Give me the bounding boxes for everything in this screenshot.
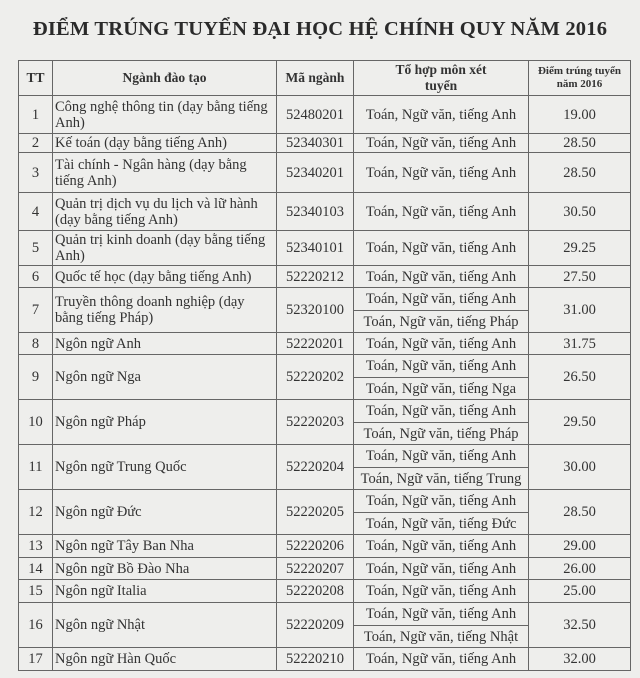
row-combo: Toán, Ngữ văn, tiếng Anh: [354, 153, 529, 193]
row-combo: Toán, Ngữ văn, tiếng Pháp: [354, 311, 529, 333]
row-score: 19.00: [529, 96, 631, 134]
table-row: [19, 490, 631, 513]
row-code: 52340103: [277, 193, 354, 231]
row-score: 28.50: [529, 153, 631, 193]
row-tt: 6: [19, 266, 53, 288]
header-row: [19, 61, 631, 96]
row-tt: 5: [19, 231, 53, 266]
table-row: [19, 193, 631, 231]
header-code: Mã ngành: [277, 61, 354, 96]
row-major: Ngôn ngữ Tây Ban Nha: [53, 535, 277, 558]
row-major: Ngôn ngữ Pháp: [53, 400, 277, 445]
header-combo: Tổ hợp môn xét tuyển: [354, 61, 529, 96]
row-tt: 9: [19, 355, 53, 400]
row-tt: 12: [19, 490, 53, 535]
row-score: 29.50: [529, 400, 631, 445]
row-score: 30.00: [529, 445, 631, 490]
row-score: 29.25: [529, 231, 631, 266]
row-tt: 17: [19, 648, 53, 671]
row-combo: Toán, Ngữ văn, tiếng Anh: [354, 648, 529, 671]
row-major: Truyền thông doanh nghiệp (dạy bằng tiếng Pháp): [53, 288, 277, 333]
row-combo: Toán, Ngữ văn, tiếng Anh: [354, 490, 529, 513]
row-major: Ngôn ngữ Đức: [53, 490, 277, 535]
row-code: 52340301: [277, 134, 354, 153]
admission-scores-table: [18, 60, 631, 671]
row-combo: Toán, Ngữ văn, tiếng Anh: [354, 355, 529, 378]
row-combo: Toán, Ngữ văn, tiếng Anh: [354, 134, 529, 153]
row-combo: Toán, Ngữ văn, tiếng Nhật: [354, 626, 529, 648]
row-code: 52220205: [277, 490, 354, 535]
row-score: 26.50: [529, 355, 631, 400]
row-code: 52480201: [277, 96, 354, 134]
row-tt: 3: [19, 153, 53, 193]
row-score: 25.00: [529, 580, 631, 603]
row-code: 52220210: [277, 648, 354, 671]
row-tt: 15: [19, 580, 53, 603]
row-combo: Toán, Ngữ văn, tiếng Anh: [354, 288, 529, 311]
row-code: 52340101: [277, 231, 354, 266]
table-row: [19, 153, 631, 193]
row-major: Ngôn ngữ Trung Quốc: [53, 445, 277, 490]
row-combo: Toán, Ngữ văn, tiếng Anh: [354, 231, 529, 266]
table-row: [19, 580, 631, 603]
row-score: 31.00: [529, 288, 631, 333]
table-row: [19, 400, 631, 423]
row-code: 52220203: [277, 400, 354, 445]
row-score: 30.50: [529, 193, 631, 231]
row-score: 32.50: [529, 603, 631, 648]
header-score: Điểm trúng tuyển năm 2016: [529, 61, 631, 96]
header-tt: TT: [19, 61, 53, 96]
page-title: ĐIỂM TRÚNG TUYỂN ĐẠI HỌC HỆ CHÍNH QUY NĂM 2016: [32, 18, 608, 40]
row-score: 31.75: [529, 333, 631, 355]
row-combo: Toán, Ngữ văn, tiếng Trung: [354, 468, 529, 490]
row-combo: Toán, Ngữ văn, tiếng Anh: [354, 266, 529, 288]
row-score: 29.00: [529, 535, 631, 558]
row-major: Ngôn ngữ Italia: [53, 580, 277, 603]
row-major: Tài chính - Ngân hàng (dạy bằng tiếng Anh): [53, 153, 277, 193]
row-code: 52320100: [277, 288, 354, 333]
row-major: Công nghệ thông tin (dạy bằng tiếng Anh): [53, 96, 277, 134]
row-score: 28.50: [529, 134, 631, 153]
table-row: [19, 231, 631, 266]
row-combo: Toán, Ngữ văn, tiếng Anh: [354, 96, 529, 134]
row-tt: 11: [19, 445, 53, 490]
row-score: 32.00: [529, 648, 631, 671]
row-major: Ngôn ngữ Nga: [53, 355, 277, 400]
row-major: Ngôn ngữ Anh: [53, 333, 277, 355]
header-major: Ngành đào tạo: [53, 61, 277, 96]
row-combo: Toán, Ngữ văn, tiếng Anh: [354, 603, 529, 626]
row-tt: 8: [19, 333, 53, 355]
row-major: Ngôn ngữ Hàn Quốc: [53, 648, 277, 671]
row-tt: 14: [19, 558, 53, 580]
row-code: 52340201: [277, 153, 354, 193]
row-code: 52220209: [277, 603, 354, 648]
row-code: 52220201: [277, 333, 354, 355]
row-code: 52220207: [277, 558, 354, 580]
row-code: 52220204: [277, 445, 354, 490]
table-row: [19, 535, 631, 558]
row-tt: 16: [19, 603, 53, 648]
row-tt: 2: [19, 134, 53, 153]
table-row: [19, 266, 631, 288]
row-tt: 7: [19, 288, 53, 333]
row-tt: 1: [19, 96, 53, 134]
row-combo: Toán, Ngữ văn, tiếng Anh: [354, 580, 529, 603]
table-row: [19, 603, 631, 626]
table-row: [19, 288, 631, 311]
row-tt: 13: [19, 535, 53, 558]
table-row: [19, 355, 631, 378]
row-combo: Toán, Ngữ văn, tiếng Đức: [354, 513, 529, 535]
row-major: Quốc tế học (dạy bằng tiếng Anh): [53, 266, 277, 288]
table-row: [19, 558, 631, 580]
table-row: [19, 333, 631, 355]
row-combo: Toán, Ngữ văn, tiếng Anh: [354, 535, 529, 558]
row-code: 52220212: [277, 266, 354, 288]
row-score: 28.50: [529, 490, 631, 535]
row-code: 52220202: [277, 355, 354, 400]
row-combo: Toán, Ngữ văn, tiếng Anh: [354, 558, 529, 580]
row-combo: Toán, Ngữ văn, tiếng Anh: [354, 445, 529, 468]
row-major: Kế toán (dạy bằng tiếng Anh): [53, 134, 277, 153]
row-major: Quản trị dịch vụ du lịch và lữ hành (dạy bằng tiếng Anh): [53, 193, 277, 231]
table-row: [19, 648, 631, 671]
table-row: [19, 445, 631, 468]
row-code: 52220206: [277, 535, 354, 558]
row-combo: Toán, Ngữ văn, tiếng Pháp: [354, 423, 529, 445]
row-major: Ngôn ngữ Nhật: [53, 603, 277, 648]
row-code: 52220208: [277, 580, 354, 603]
row-combo: Toán, Ngữ văn, tiếng Anh: [354, 333, 529, 355]
row-combo: Toán, Ngữ văn, tiếng Anh: [354, 193, 529, 231]
row-combo: Toán, Ngữ văn, tiếng Anh: [354, 400, 529, 423]
row-score: 27.50: [529, 266, 631, 288]
row-major: Quản trị kinh doanh (dạy bằng tiếng Anh): [53, 231, 277, 266]
table-row: [19, 134, 631, 153]
row-tt: 4: [19, 193, 53, 231]
row-score: 26.00: [529, 558, 631, 580]
row-major: Ngôn ngữ Bồ Đào Nha: [53, 558, 277, 580]
row-combo: Toán, Ngữ văn, tiếng Nga: [354, 378, 529, 400]
table-row: [19, 96, 631, 134]
row-tt: 10: [19, 400, 53, 445]
